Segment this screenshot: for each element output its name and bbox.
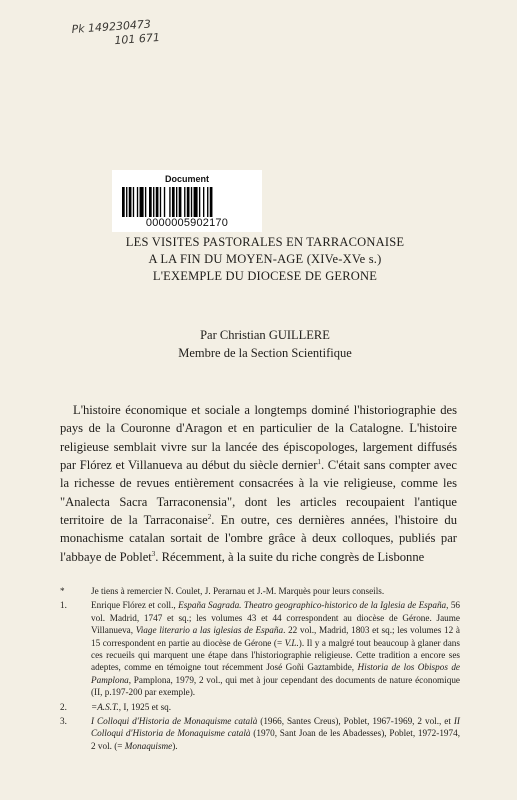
- footnote-italic: Viage literario a las iglesias de España: [135, 625, 284, 636]
- handwritten-note: [71, 17, 160, 51]
- footnotes: [60, 585, 460, 752]
- footnote-2: [60, 701, 460, 713]
- footnote-3: [60, 715, 460, 752]
- handwritten-note-line-1: Pk 149230473: [71, 17, 152, 37]
- body-text-segment: . En outre, ces dernières années, l'histoire du monachisme catalan sortait de l'ombre grâce à deux colloques, publiés par l'abbaye de Poblet: [60, 513, 458, 564]
- barcode-number: 0000005902170: [145, 217, 229, 229]
- footnote-italic: Historia de los Obispos de Pamplona: [91, 662, 460, 685]
- footnote-mark: 1.: [60, 600, 67, 611]
- footnote-segment: ).: [172, 740, 178, 751]
- footnote-text: [91, 701, 460, 713]
- barcode-label: [112, 170, 262, 232]
- barcode-caption: Document: [164, 174, 209, 184]
- footnote-segment: (1970, Sant Joan de les Abadesses), Poblet, 1972-1974, 2 vol. (=: [91, 728, 460, 751]
- footnote-italic: V.L.: [284, 637, 299, 648]
- footnote-segment: (1966, Santes Creus), Poblet, 1967-1969, 2 vol., et: [257, 716, 454, 727]
- footnote-italic: =A.S.T.: [91, 701, 119, 712]
- body-text-segment: . C'était sans compter avec la richesse de revues entièrement consacrées à la vie religieuse, comme les "Analecta Sacra Tarraconensia", dont les articles recoupaient l'antique territoire de la Tarraconaise: [60, 458, 457, 528]
- title-line-1: LES VISITES PASTORALES EN TARRACONAISE: [125, 235, 405, 249]
- title-line-2: A LA FIN DU MOYEN-AGE (XIVe-XVe s.): [148, 252, 382, 266]
- footnote-1: [60, 599, 460, 698]
- footnote-text: [91, 715, 460, 752]
- footnote-ref-2: 2: [207, 512, 212, 521]
- footnote-text: [91, 599, 460, 698]
- author-affiliation: Membre de la Section Scientifique: [178, 346, 352, 360]
- footnote-mark: 2.: [60, 701, 67, 712]
- title-line-3: L'EXEMPLE DU DIOCESE DE GERONE: [152, 269, 378, 283]
- footnote-star: [60, 585, 460, 597]
- footnote-mark: 3.: [60, 716, 67, 727]
- author-prefix: Par Christian: [200, 328, 269, 342]
- handwritten-note-line-2: 101 671: [114, 30, 161, 48]
- author-name: [70, 326, 460, 344]
- author-surname: GUILLERE: [268, 328, 330, 342]
- footnote-italic: II Colloqui d'Historia de Monaquisme català: [91, 716, 460, 739]
- footnote-ref-3: 3: [151, 549, 156, 558]
- footnote-segment: ). Il y a malgré tout beaucoup à glaner dans ces recueils qui marquent une étape dans l'historiographie religieuse. Cette tradition a encore ses adeptes, comme en témoigne tout récemment José Goñi Gaztambide,: [91, 637, 460, 673]
- footnote-segment: . 22 vol., Madrid, 1803 et sq.; les volumes 12 à 15 correspondent en partie au diocèse de Gérone (=: [91, 625, 461, 648]
- author-block: [70, 326, 460, 362]
- footnote-text: Je tiens à remercier N. Coulet, J. Perarnau et J.-M. Marquès pour leurs conseils.: [91, 586, 385, 596]
- footnote-segment: Enrique Flórez et coll.,: [91, 600, 179, 611]
- footnote-italic: Monaquisme: [124, 740, 173, 751]
- footnote-segment: , Pamplona, 1979, 2 vol., qui met à jour cependant des documents de nature économique (II, p.197-200 par exemple).: [91, 674, 460, 698]
- footnote-segment: , I, 1925 et sq.: [118, 701, 172, 712]
- footnote-italic: España Sagrada. Theatro geographico-historico de la Iglesia de España: [178, 600, 447, 611]
- footnote-segment: , 56 vol. Madrid, 1747 et sq.; les volumes 43 et 44 correspondent au diocèse de Gérone. Jaume Villanueva,: [91, 600, 461, 636]
- body-paragraph: [60, 401, 457, 566]
- footnote-mark: *: [60, 586, 65, 596]
- footnote-italic: I Colloqui d'Historia de Monaquisme català: [91, 716, 258, 727]
- barcode-bars: [122, 187, 252, 217]
- footnote-ref-1: 1: [317, 457, 321, 466]
- body-text: [60, 401, 457, 566]
- article-title: [70, 234, 460, 285]
- body-text-segment: . Récemment, à la suite du riche congrès de Lisbonne: [155, 549, 425, 564]
- body-text-segment: L'histoire économique et sociale a longtemps dominé l'historiographie des pays de la Couronne d'Aragon et en particulier de la Catalogne. L'histoire religieuse semblait vivre sur la lancée des épiscopologes, largement diffusés par Flórez et Villanueva au début du siècle dernier: [60, 403, 457, 473]
